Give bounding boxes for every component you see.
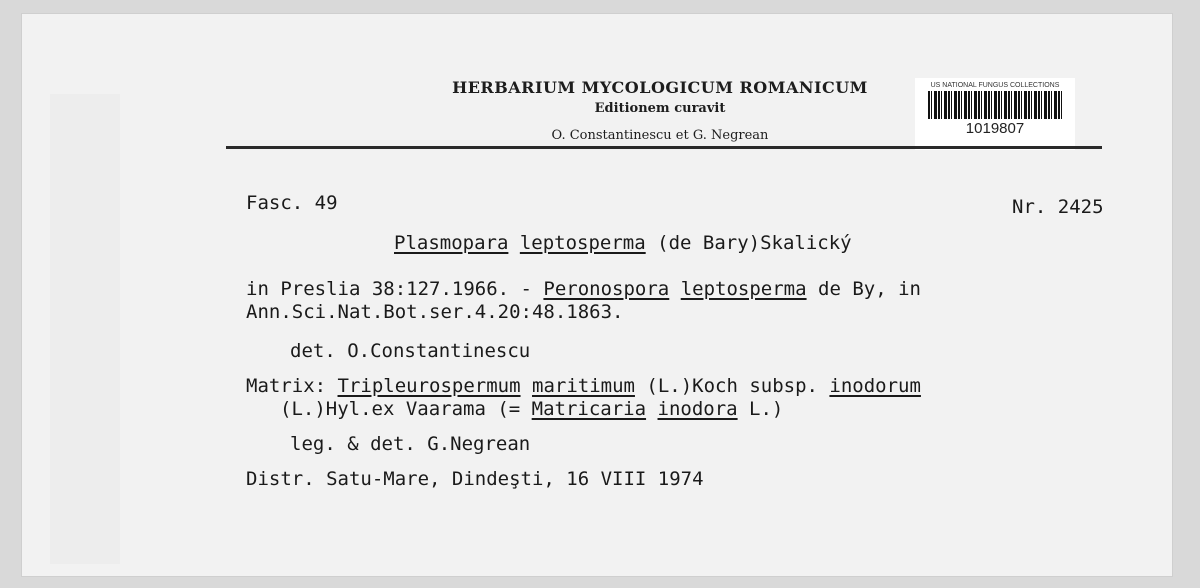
- matrix-line-2-text: (L.)Hyl.ex Vaarama (=: [280, 398, 532, 420]
- ref-species: leptosperma: [680, 278, 807, 300]
- barcode-bars: [928, 91, 1062, 119]
- reference-text-b: de By, in: [806, 278, 921, 300]
- taxon-author: (de Bary)Skalický: [645, 232, 852, 254]
- determiner: det. O.Constantinescu: [290, 340, 531, 362]
- header-title: HERBARIUM MYCOLOGICUM ROMANICUM: [452, 78, 868, 97]
- barcode-sticker: [915, 78, 1075, 150]
- matrix-species: maritimum: [532, 375, 635, 397]
- taxon-species: leptosperma: [519, 232, 646, 254]
- matrix-genus: Tripleurospermum: [337, 375, 521, 397]
- synonym-genus: Matricaria: [531, 398, 647, 420]
- barcode-number: 1019807: [965, 120, 1025, 137]
- reference-text-a: in Preslia 38:127.1966. -: [246, 278, 544, 300]
- paper-shade: [50, 94, 120, 564]
- ref-genus: Peronospora: [543, 278, 670, 300]
- taxon-name: [394, 232, 852, 254]
- collector: leg. & det. G.Negrean: [290, 433, 531, 455]
- matrix-author: (L.)Koch subsp.: [634, 375, 830, 397]
- barcode-label: US NATIONAL FUNGUS COLLECTIONS: [930, 82, 1060, 89]
- synonym-author: L.): [737, 398, 784, 420]
- reference-line-2: Ann.Sci.Nat.Bot.ser.4.20:48.1863.: [246, 301, 624, 323]
- matrix-line-1: [246, 375, 921, 397]
- locality: Distr. Satu-Mare, Dindeşti, 16 VIII 1974: [246, 468, 704, 490]
- fascicle: Fasc. 49: [246, 192, 338, 214]
- matrix-subsp: inodorum: [829, 375, 921, 397]
- taxon-genus: Plasmopara: [394, 232, 509, 254]
- header-authors: O. Constantinescu et G. Negrean: [551, 128, 769, 143]
- header-subtitle: Editionem curavit: [594, 101, 726, 116]
- reference-line-1: [246, 278, 921, 300]
- header-rule: [226, 146, 1102, 149]
- matrix-line-2: [280, 398, 783, 420]
- matrix-prefix: Matrix:: [246, 375, 338, 397]
- exsiccata-number: Nr. 2425: [1012, 196, 1104, 218]
- herbarium-header: [430, 78, 890, 143]
- synonym-species: inodora: [657, 398, 738, 420]
